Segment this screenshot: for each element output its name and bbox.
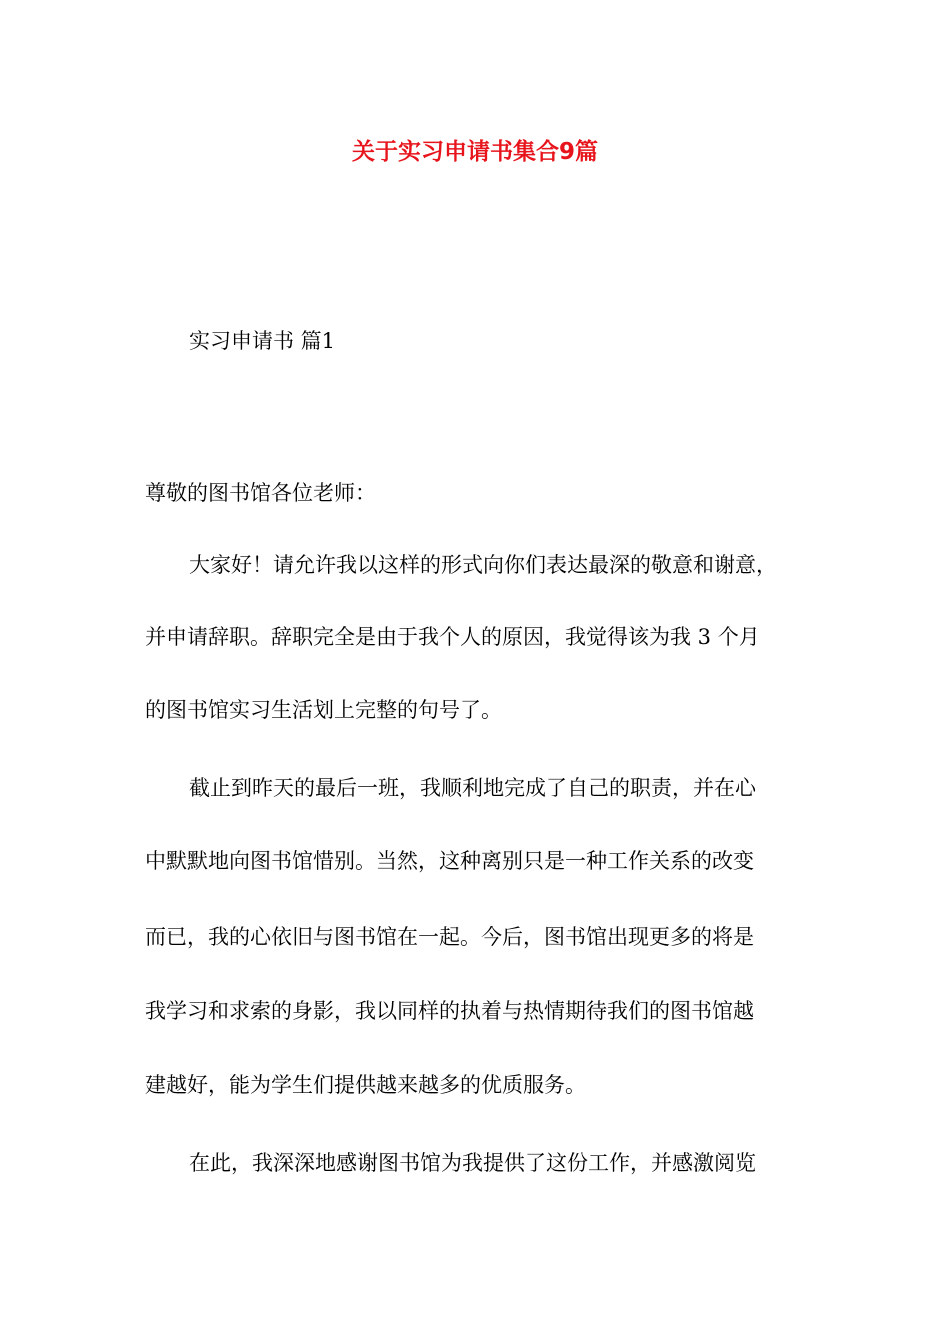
paragraph-line: 建越好，能为学生们提供越来越多的优质服务。 [145, 1073, 586, 1097]
paragraph-line: 我学习和求索的身影，我以同样的执着与热情期待我们的图书馆越 [145, 999, 754, 1023]
paragraph-line: 在此，我深深地感谢图书馆为我提供了这份工作，并感激阅览 [189, 1151, 756, 1175]
paragraph-line: 中默默地向图书馆惜别。当然，这种离别只是一种工作关系的改变 [145, 849, 754, 873]
paragraph-line: 大家好！请允许我以这样的形式向你们表达最深的敬意和谢意， [189, 553, 777, 577]
paragraph-line: 而已，我的心依旧与图书馆在一起。今后，图书馆出现更多的将是 [145, 925, 754, 949]
paragraph-line: 并申请辞职。辞职完全是由于我个人的原因，我觉得该为我 3 个月 [145, 625, 760, 649]
salutation: 尊敬的图书馆各位老师： [145, 481, 376, 505]
document-title: 关于实习申请书集合9篇 [351, 139, 598, 165]
section-heading: 实习申请书 篇1 [189, 329, 336, 353]
paragraph-line: 截止到昨天的最后一班，我顺利地完成了自己的职责，并在心 [189, 776, 756, 800]
paragraph-line: 的图书馆实习生活划上完整的句号了。 [145, 698, 502, 722]
